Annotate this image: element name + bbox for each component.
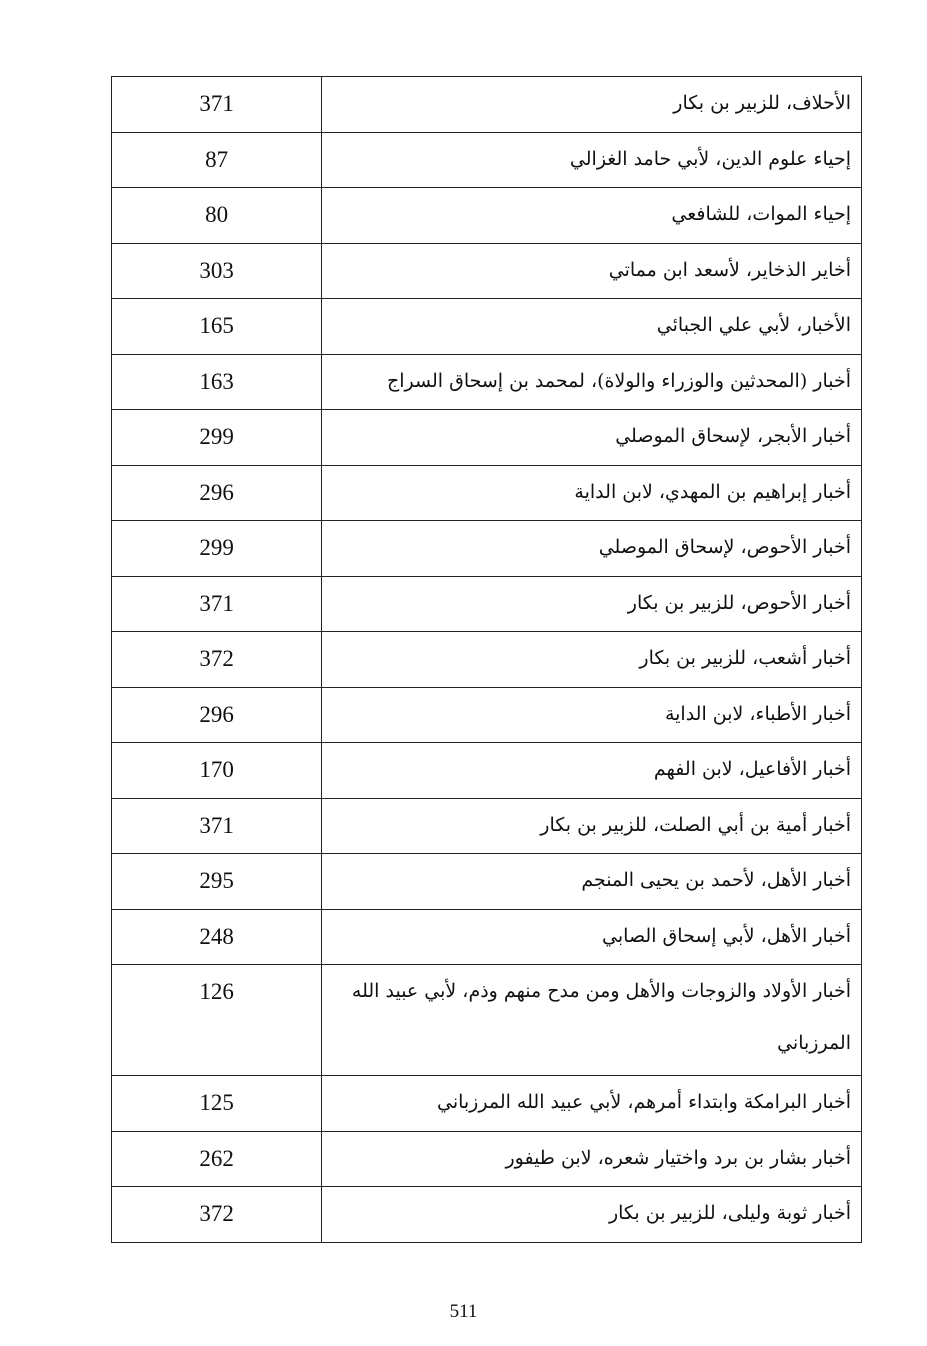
page-number-cell: 299 (112, 410, 322, 466)
page-number-cell: 372 (112, 1187, 322, 1243)
page-number-cell: 296 (112, 687, 322, 743)
book-title-cell: الأخبار، لأبي علي الجبائي (322, 299, 862, 355)
book-title-cell: إحياء علوم الدين، لأبي حامد الغزالي (322, 132, 862, 188)
table-row (112, 410, 862, 466)
table-row (112, 465, 862, 521)
table-row (112, 77, 862, 133)
page-number-cell: 125 (112, 1076, 322, 1132)
page-number-cell: 371 (112, 798, 322, 854)
book-title-cell: أخبار الأولاد والزوجات والأهل ومن مدح منهم وذم، لأبي عبيد الله المرزباني (322, 965, 862, 1076)
page-number-cell: 371 (112, 576, 322, 632)
page-number-cell: 296 (112, 465, 322, 521)
table-row (112, 243, 862, 299)
book-title-cell: أخبار إبراهيم بن المهدي، لابن الداية (322, 465, 862, 521)
page-number-cell: 87 (112, 132, 322, 188)
table-row (112, 798, 862, 854)
page-number-cell: 303 (112, 243, 322, 299)
table-row (112, 188, 862, 244)
index-table (111, 76, 862, 1243)
page-number-cell: 262 (112, 1131, 322, 1187)
table-row (112, 576, 862, 632)
book-title-cell: أخبار البرامكة وابتداء أمرهم، لأبي عبيد الله المرزباني (322, 1076, 862, 1132)
book-title-cell: إحياء الموات، للشافعي (322, 188, 862, 244)
book-title-cell: أخاير الذخاير، لأسعد ابن مماتي (322, 243, 862, 299)
table-row (112, 132, 862, 188)
table-row (112, 1076, 862, 1132)
book-title-cell: أخبار ثوبة وليلى، للزبير بن بكار (322, 1187, 862, 1243)
page-footer-number: 511 (449, 1301, 478, 1322)
page-number-cell: 299 (112, 521, 322, 577)
book-title-cell: أخبار بشار بن برد واختيار شعره، لابن طيفور (322, 1131, 862, 1187)
book-title-cell: أخبار الأفاعيل، لابن الفهم (322, 743, 862, 799)
page-number-cell: 170 (112, 743, 322, 799)
page-number-cell: 126 (112, 965, 322, 1076)
book-title-cell: الأحلاف، للزبير بن بكار (322, 77, 862, 133)
book-title-cell: أخبار أمية بن أبي الصلت، للزبير بن بكار (322, 798, 862, 854)
book-title-cell: أخبار الأهل، لأحمد بن يحيى المنجم (322, 854, 862, 910)
table-row (112, 854, 862, 910)
table-row (112, 632, 862, 688)
book-title-cell: أخبار الأحوص، للزبير بن بكار (322, 576, 862, 632)
page-number-cell: 248 (112, 909, 322, 965)
book-title-cell: أخبار الأهل، لأبي إسحاق الصابي (322, 909, 862, 965)
table-row (112, 1187, 862, 1243)
table-row (112, 521, 862, 577)
page-number-cell: 163 (112, 354, 322, 410)
table-row (112, 965, 862, 1076)
page-number-cell: 372 (112, 632, 322, 688)
book-title-cell: أخبار الأطباء، لابن الداية (322, 687, 862, 743)
page-number-cell: 165 (112, 299, 322, 355)
table-row (112, 909, 862, 965)
table-row (112, 299, 862, 355)
page-number-cell: 371 (112, 77, 322, 133)
table-row (112, 1131, 862, 1187)
page-number-cell: 80 (112, 188, 322, 244)
table-row (112, 743, 862, 799)
table-row (112, 354, 862, 410)
page-number-cell: 295 (112, 854, 322, 910)
book-title-cell: أخبار الأبجر، لإسحاق الموصلي (322, 410, 862, 466)
book-title-cell: أخبار أشعب، للزبير بن بكار (322, 632, 862, 688)
book-title-cell: أخبار (المحدثين والوزراء والولاة)، لمحمد بن إسحاق السراج (322, 354, 862, 410)
table-row (112, 687, 862, 743)
book-title-cell: أخبار الأحوص، لإسحاق الموصلي (322, 521, 862, 577)
